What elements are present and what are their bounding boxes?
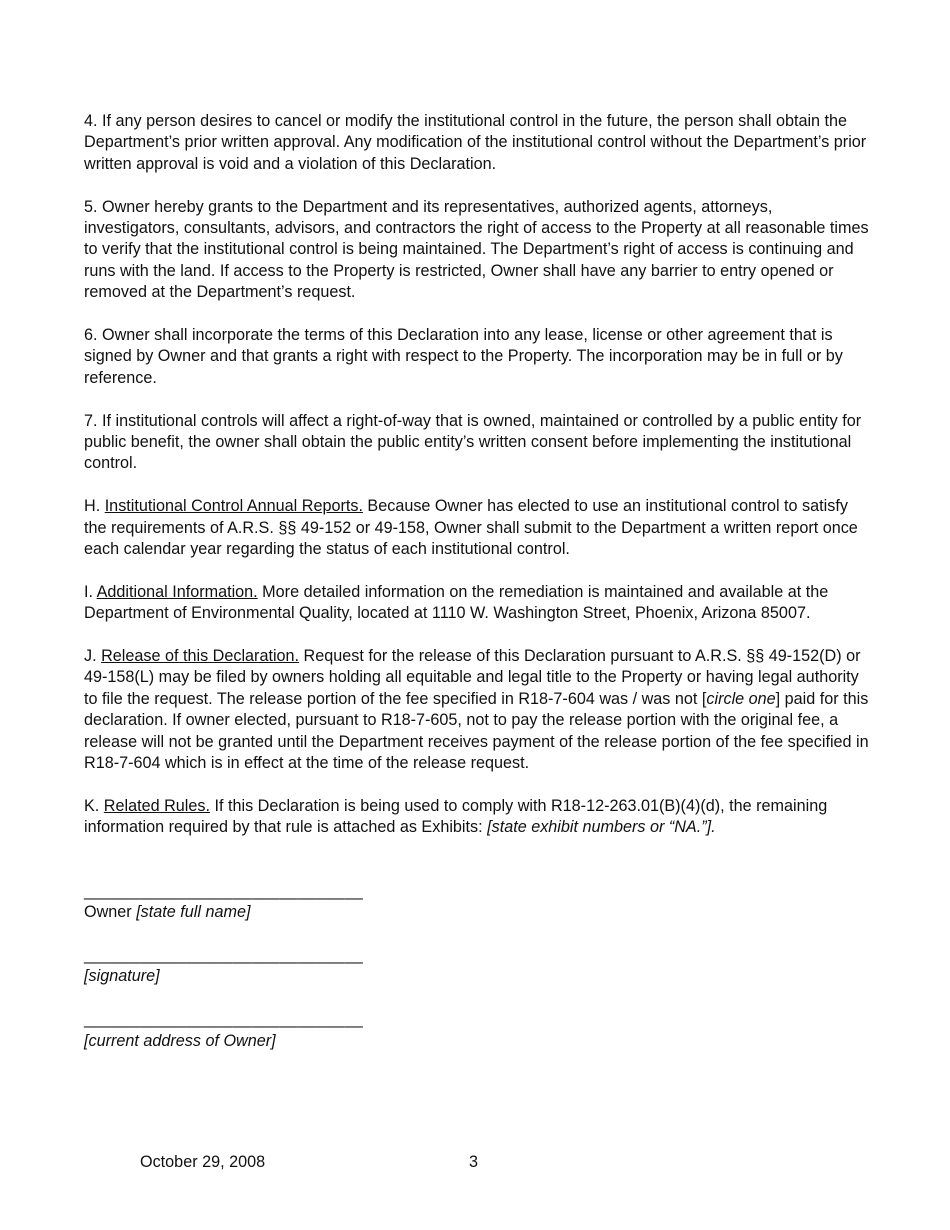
- section-j-body-1: Request for the release of this Declaration pursuant to A.R.S. §§ 49-152(D) or 49-158(L) may be filed by owners holding all equitable and legal title to the Property or having legal authority to file the request. The release portion of the fee specified in R18-7-604 was / was not [: [84, 647, 861, 708]
- owner-prefix: Owner: [84, 903, 137, 922]
- section-k-prefix: K.: [84, 796, 104, 815]
- page-number: 3: [469, 1153, 479, 1171]
- section-h-heading: Institutional Control Annual Reports.: [104, 497, 363, 516]
- paragraph-7: 7. If institutional controls will affect a right-of-way that is owned, maintained or controlled by a public entity for public benefit, the owner shall obtain the public entity’s written consent before implementing the institutional control.: [84, 411, 862, 473]
- address-label: [current address of Owner]: [84, 1031, 276, 1050]
- signature-field: [84, 945, 870, 988]
- signature-line: ______________________________: [84, 945, 364, 964]
- section-h: [84, 496, 870, 560]
- section-i-body: More detailed information on the remediation is maintained and available at the Department of Environmental Quality, located at 1110 W. Washington Street, Phoenix, Arizona 85007.: [84, 582, 829, 623]
- section-j-heading: Release of this Declaration.: [101, 647, 300, 666]
- signature-block: [84, 881, 870, 1052]
- footer-date: October 29, 2008: [140, 1153, 266, 1171]
- section-j: [84, 646, 870, 774]
- address-line: ______________________________: [84, 1010, 364, 1029]
- section-i-heading: Additional Information.: [96, 582, 258, 601]
- section-k-heading: Related Rules.: [103, 796, 210, 815]
- section-k: [84, 796, 870, 839]
- section-h-prefix: H.: [84, 497, 105, 516]
- paragraph-4: 4. If any person desires to cancel or modify the institutional control in the future, the person shall obtain the Department’s prior written approval. Any modification of the institutional control without the Department’s prior written approval is void and a violation of this Declaration.: [84, 112, 867, 173]
- section-h-body: Because Owner has elected to use an institutional control to satisfy the requirements of A.R.S. §§ 49-152 or 49-158, Owner shall submit to the Department a written report once each calendar year regarding the status of each institutional control.: [84, 497, 858, 559]
- paragraph-6: 6. Owner shall incorporate the terms of this Declaration into any lease, license or other agreement that is signed by Owner and that grants a right with respect to the Property. The incorporation may be in full or by reference.: [84, 326, 843, 387]
- address-field: [84, 1009, 870, 1052]
- signature-label: [signature]: [84, 967, 160, 986]
- section-k-body: If this Declaration is being used to comply with R18-12-263.01(B)(4)(d), the remaining information required by that rule is attached as Exhibits:: [84, 796, 828, 837]
- owner-name-line: ______________________________: [84, 881, 364, 900]
- section-j-prefix: J.: [84, 647, 102, 666]
- section-i: [84, 582, 870, 625]
- paragraph-5: 5. Owner hereby grants to the Department and its representatives, authorized agents, attorneys, investigators, consultants, advisors, and contractors the right of access to the Property at all reasonable times to verify that the institutional control is being maintained. The Department’s right of access is continuing and runs with the land. If access to the Property is restricted, Owner shall have any barrier to entry opened or removed at the Department’s request.: [84, 197, 869, 302]
- document-body: [84, 111, 870, 1073]
- section-i-prefix: I.: [84, 582, 97, 601]
- section-j-italic: circle one: [706, 689, 776, 708]
- section-j-body-2: ] paid for this declaration. If owner elected, pursuant to R18-7-605, not to pay the release portion with the original fee, a release will not be granted until the Department receives payment of the release portion of the fee specified in R18-7-604 which is in effect at the time of the release request.: [84, 689, 869, 773]
- section-k-italic: [state exhibit numbers or “NA.”].: [487, 818, 716, 837]
- owner-name-label: [state full name]: [136, 903, 251, 922]
- owner-name-field: [84, 881, 870, 924]
